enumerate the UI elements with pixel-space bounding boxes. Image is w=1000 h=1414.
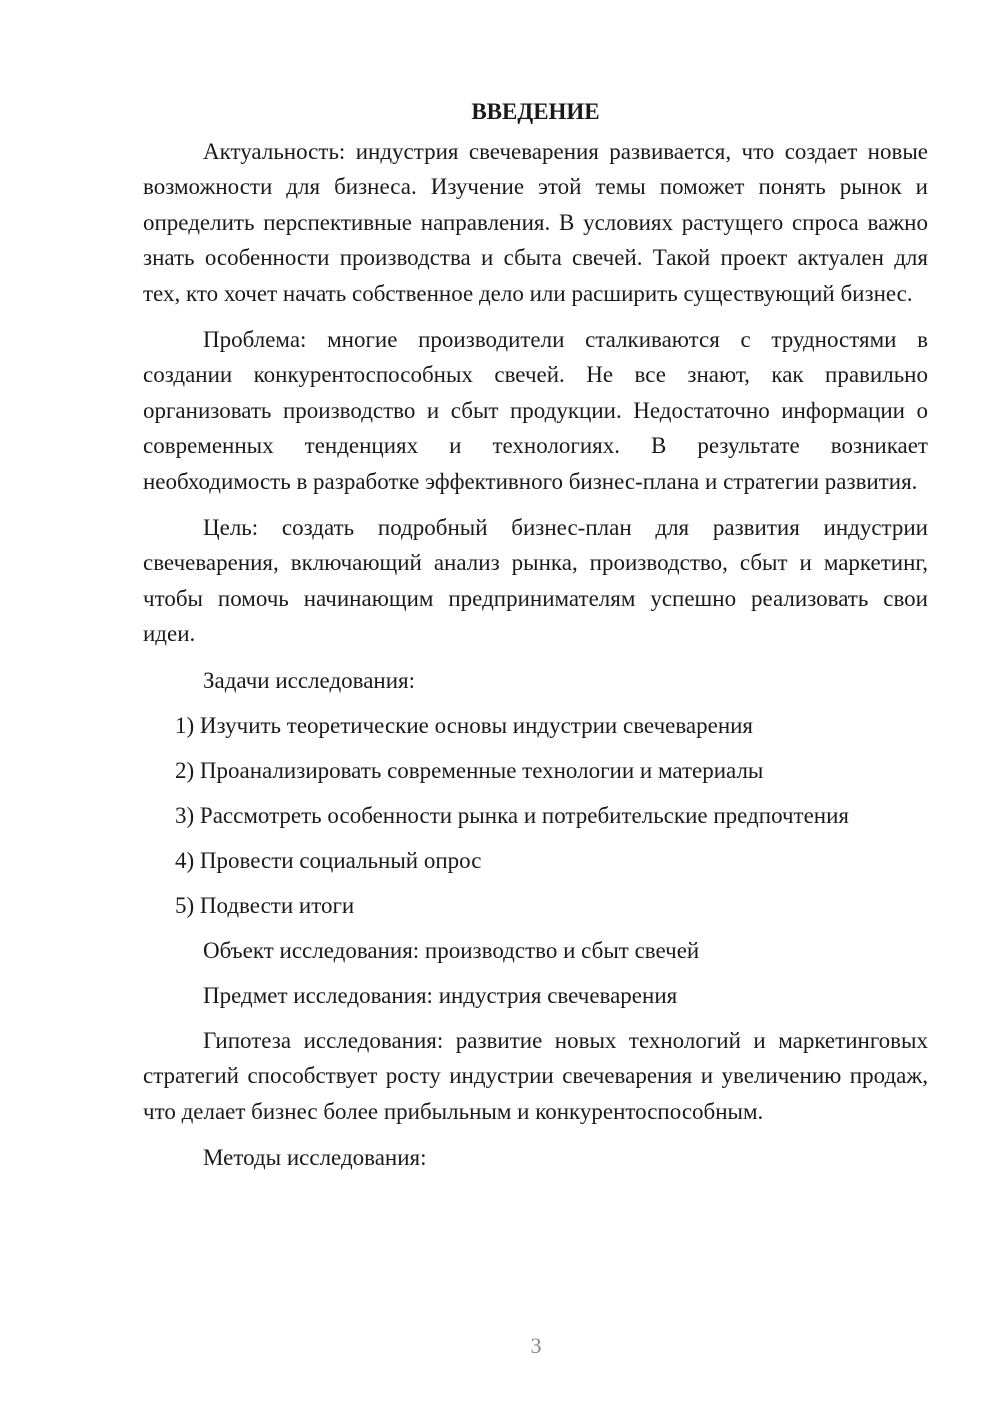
task-item: 4) Провести социальный опрос [175,847,482,873]
page-number: 3 [530,1333,542,1358]
tasks-list [143,708,928,923]
task-item: 1) Изучить теоретические основы индустрии свечеварения [175,712,754,738]
research-object: Объект исследования: производство и сбыт свечей [203,937,700,963]
relevance-paragraph: Актуальность: индустрия свечеварения развивается, что создает новые возможности для бизнеса. Изучение этой темы поможет понять рынок и определить перспективные направления. В условиях растущего спроса важно знать особенности производства и сбыта свечей. Такой проект актуален для тех, кто хочет начать собственное дело или расширить существующий бизнес. [143,139,928,306]
task-item: 2) Проанализировать современные технологии и материалы [175,757,764,783]
problem-paragraph: Проблема: многие производители сталкиваются с трудностями в создании конкурентоспособных свечей. Не все знают, как правильно организовать производство и сбыт продукции. Недостаточно информации о современных тенденциях и технологиях. В результате возникает необходимость в разработке эффективного бизнес-плана и стратегии развития. [143,327,928,494]
document-body [143,96,928,1185]
research-subject: Предмет исследования: индустрия свечеварения [203,982,678,1008]
tasks-heading: Задачи исследования: [203,667,416,693]
task-item: 5) Подвести итоги [175,892,355,918]
task-item: 3) Рассмотреть особенности рынка и потребительские предпочтения [175,802,849,828]
hypothesis-paragraph: Гипотеза исследования: развитие новых технологий и маркетинговых стратегий способствует росту индустрии свечеварения и увеличению продаж, что делает бизнес более прибыльным и конкурентоспособным. [143,1027,928,1124]
goal-paragraph: Цель: создать подробный бизнес-план для развития индустрии свечеварения, включающий анализ рынка, производство, сбыт и маркетинг, чтобы помочь начинающим предпринимателям успешно реализовать свои идеи. [143,515,928,647]
page-title: ВВЕДЕНИЕ [471,99,600,124]
methods-heading: Методы исследования: [203,1144,427,1170]
